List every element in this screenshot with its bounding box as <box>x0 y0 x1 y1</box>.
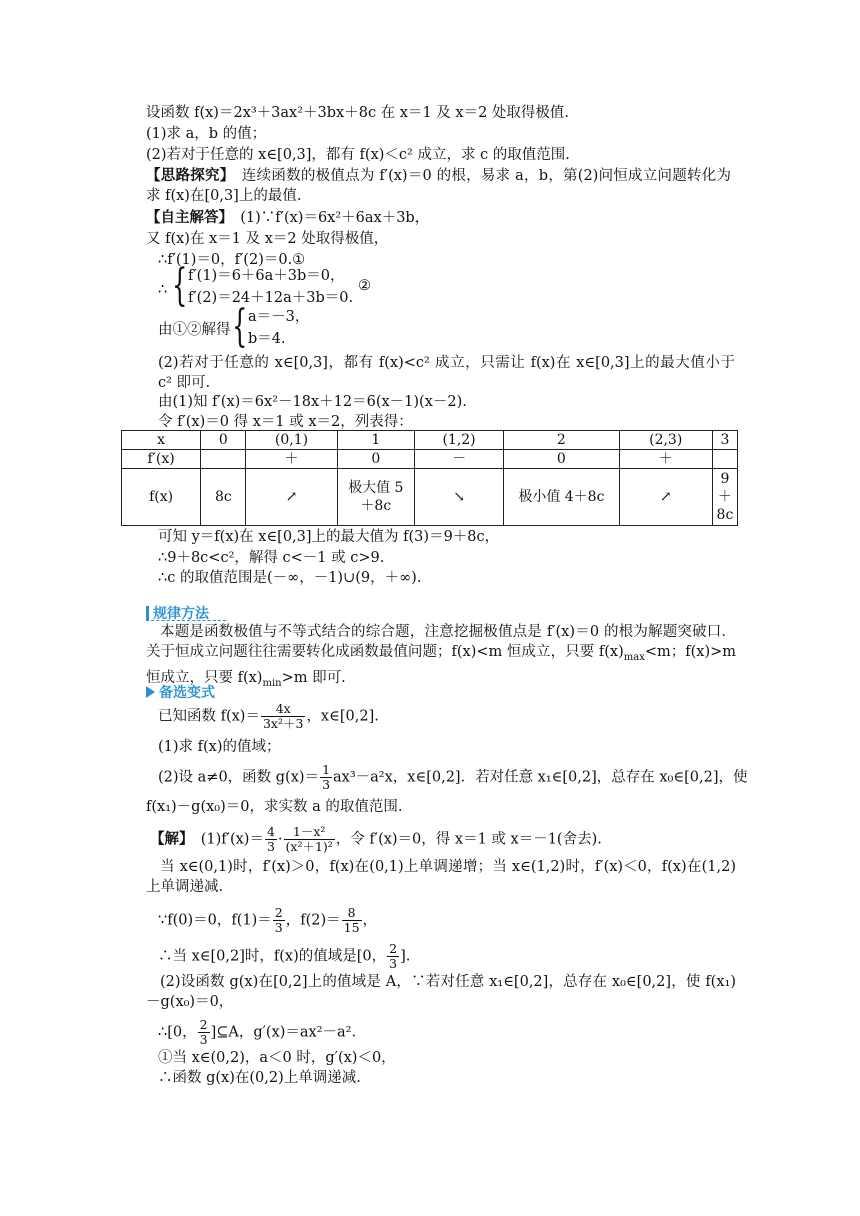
answer-text: (1)f′(x)＝ <box>186 831 264 848</box>
fraction <box>198 1018 210 1047</box>
numerator: 1 <box>322 762 331 777</box>
problem-line-1: 设函数 f(x)＝2x³＋3ax²＋3bx＋8c 在 x＝1 及 x＝2 处取得极值. <box>146 105 570 121</box>
fraction <box>387 942 399 971</box>
denominator: (x²＋1)² <box>285 839 333 854</box>
method-text-2: <m；f(x)>m 恒成立，只要 f(x) <box>146 644 736 686</box>
system1-row-1: f′(1)＝6＋6a＋3b＝0， <box>188 268 345 284</box>
answer-text: ]. <box>400 948 411 965</box>
variant-text: ，x∈[0,2]. <box>306 708 379 725</box>
explore-text: 连续函数的极值点为 f′(x)＝0 的根，易求 a，b，第(2)问恒成立问题转化为求 f(x)在[0,3]上的最值. <box>146 168 731 204</box>
table-cell: (0,1) <box>246 431 337 450</box>
answer-line-8: ∴函数 g(x)在(0,2)上单调递减. <box>158 1070 361 1086</box>
sign-table <box>121 430 738 526</box>
variant-text: (2)设 a≠0，函数 g(x)＝ <box>158 769 320 786</box>
table-cell: 1 <box>337 431 414 450</box>
fraction <box>320 763 332 792</box>
variant-header <box>146 682 215 702</box>
table-cell: ↘ <box>414 469 503 526</box>
solution-line-3: ∴f′(1)＝0，f′(2)＝0.① <box>158 252 306 268</box>
numerator: 2 <box>389 941 398 956</box>
solution-line-2: 又 f(x)在 x＝1 及 x＝2 处取得极值， <box>146 231 389 247</box>
answer-text: ， <box>362 912 378 929</box>
method-underline <box>146 620 226 621</box>
table-row-function <box>122 469 738 526</box>
system1-mark: ② <box>358 278 371 294</box>
variant-line-2: (1)求 f(x)的值域； <box>158 739 281 755</box>
answer-line-5: (2)设函数 g(x)在[0,2]上的值域是 A，∵若对任意 x₁∈[0,2]，总存在 x₀∈[0,2]，使 f(x₁)－g(x₀)＝0， <box>146 974 736 1010</box>
explore-tag: 【思路探究】 <box>146 167 228 184</box>
table-cell: 3 <box>712 431 737 450</box>
subscript-max: max <box>623 651 645 663</box>
denominator: 15 <box>343 920 360 935</box>
fraction <box>342 906 362 935</box>
table-cell: 极大值 5＋8c <box>337 469 414 526</box>
fraction <box>284 825 335 854</box>
brace-icon-2: { <box>232 301 248 352</box>
solution-line-6: 令 f′(x)＝0 得 x＝1 或 x＝2，列表得： <box>158 414 413 430</box>
method-text-1: 本题是函数极值与不等式结合的综合题，注意挖掘极值点是 f′(x)＝0 的根为解题突破口．关于恒成立问题往往需要转化成函数最值问题；f(x)<m 恒成立，只要 f(x) <box>146 624 736 660</box>
table-cell: f′(x) <box>122 450 201 469</box>
table-cell: 0 <box>504 450 619 469</box>
table-cell: ↗ <box>619 469 712 526</box>
variant-title: 备选变式 <box>159 685 215 701</box>
bar-icon <box>146 606 149 620</box>
table-cell: f(x) <box>122 469 201 526</box>
table-cell <box>712 450 737 469</box>
system1 <box>172 260 412 312</box>
variant-line-1 <box>158 702 379 731</box>
answer-text: ，令 f′(x)＝0，得 x＝1 或 x＝－1(舍去). <box>335 831 602 848</box>
fraction <box>265 825 277 854</box>
solution-line-5: 由(1)知 f′(x)＝6x²－18x＋12＝6(x－1)(x－2). <box>158 394 467 410</box>
answer-text: ∵f(0)＝0，f(1)＝ <box>158 912 272 929</box>
solution-text-1: (1)∵f′(x)＝6x²＋6ax＋3b， <box>225 210 430 226</box>
problem-line-3: (2)若对于任意的 x∈[0,3]，都有 f(x)＜c² 成立，求 c 的取值范围. <box>146 147 570 163</box>
answer-text: ，f(2)＝ <box>285 912 341 929</box>
table-cell: 0 <box>337 450 414 469</box>
dot: · <box>277 831 283 848</box>
numerator: 8 <box>342 906 362 921</box>
answer-line-6 <box>158 1018 356 1047</box>
table-cell: 8c <box>201 469 246 526</box>
table-cell: 极小值 4＋8c <box>504 469 619 526</box>
table-cell: ↗ <box>246 469 337 526</box>
system2-row-2: b＝4. <box>248 331 286 347</box>
solution-line-7: 可知 y＝f(x)在 x∈[0,3]上的最大值为 f(3)＝9＋8c， <box>158 529 500 545</box>
table-cell: ＋ <box>246 450 337 469</box>
table-row-x <box>122 431 738 450</box>
solution-line-4: (2)若对于任意的 x∈[0,3]，都有 f(x)<c² 成立，只需让 f(x)在 x∈[0,3]上的最大值小于 c² 即可. <box>158 355 735 391</box>
numerator: 2 <box>199 1017 208 1032</box>
answer-line-3 <box>158 906 377 935</box>
method-text <box>146 622 736 694</box>
table-cell: (2,3) <box>619 431 712 450</box>
variant-line-3 <box>158 763 747 792</box>
solution-tag: 【自主解答】 <box>146 209 226 226</box>
table-cell: 9＋8c <box>712 469 737 526</box>
method-text-3: >m 即可. <box>281 669 346 686</box>
table-cell <box>201 450 246 469</box>
system2-row-1: a＝－3， <box>248 309 310 325</box>
system2-prefix: 由①②解得 <box>158 322 231 338</box>
system1-prefix: ∴ <box>158 282 168 298</box>
answer-line-2: 当 x∈(0,1)时，f′(x)＞0，f(x)在(0,1)上单调递增；当 x∈(1,2)时，f′(x)＜0，f(x)在(1,2)上单调递减. <box>146 859 736 895</box>
table-cell: (1,2) <box>414 431 503 450</box>
answer-line-7: ①当 x∈(0,2)，a＜0 时，g′(x)＜0， <box>158 1050 396 1066</box>
triangle-icon <box>146 686 155 698</box>
denominator: 3 <box>199 1032 208 1047</box>
solution-line-9: ∴c 的取值范围是(－∞，－1)∪(9，＋∞). <box>158 570 422 586</box>
numerator: 2 <box>274 905 283 920</box>
denominator: 3 <box>266 839 275 854</box>
system1-row-2: f′(2)＝24＋12a＋3b＝0. <box>188 290 354 306</box>
denominator: 3 <box>274 920 283 935</box>
answer-line-1 <box>150 825 602 854</box>
subscript-min: min <box>262 677 282 689</box>
table-cell: 0 <box>201 431 246 450</box>
answer-text: ]⊆A，g′(x)＝ax²－a². <box>210 1024 357 1041</box>
numerator: 4x <box>261 702 305 717</box>
solution-line-1 <box>146 208 429 228</box>
numerator: 1－x² <box>284 825 335 840</box>
brace-icon: { <box>172 260 188 311</box>
fraction <box>261 702 305 731</box>
table-cell: x <box>122 431 201 450</box>
answer-line-4 <box>158 942 410 971</box>
solution-line-8: ∴9＋8c<c²，解得 c<－1 或 c>9. <box>158 550 385 566</box>
table-row-derivative <box>122 450 738 469</box>
answer-text: ∴当 x∈[0,2]时，f(x)的值域是[0， <box>158 948 387 965</box>
variant-text: ax³－a²x，x∈[0,2]．若对任意 x₁∈[0,2]，总存在 x₀∈[0,2]，使 <box>333 769 748 786</box>
table-cell: 2 <box>504 431 619 450</box>
explore-paragraph <box>146 166 731 206</box>
table-cell: － <box>414 450 503 469</box>
numerator: 4 <box>266 824 275 839</box>
system2 <box>232 301 372 353</box>
table-cell: ＋ <box>619 450 712 469</box>
variant-line-4: f(x₁)－g(x₀)＝0，求实数 a 的取值范围. <box>146 799 403 815</box>
method-title: 规律方法 <box>153 606 209 622</box>
variant-text: 已知函数 f(x)＝ <box>158 708 260 725</box>
fraction <box>273 906 285 935</box>
problem-line-2: (1)求 a，b 的值； <box>146 126 267 142</box>
denominator: 3 <box>322 777 331 792</box>
denominator: 3x²＋3 <box>262 716 304 731</box>
answer-tag: 【解】 <box>150 830 187 848</box>
answer-text: ∴[0， <box>158 1024 197 1041</box>
denominator: 3 <box>389 956 398 971</box>
